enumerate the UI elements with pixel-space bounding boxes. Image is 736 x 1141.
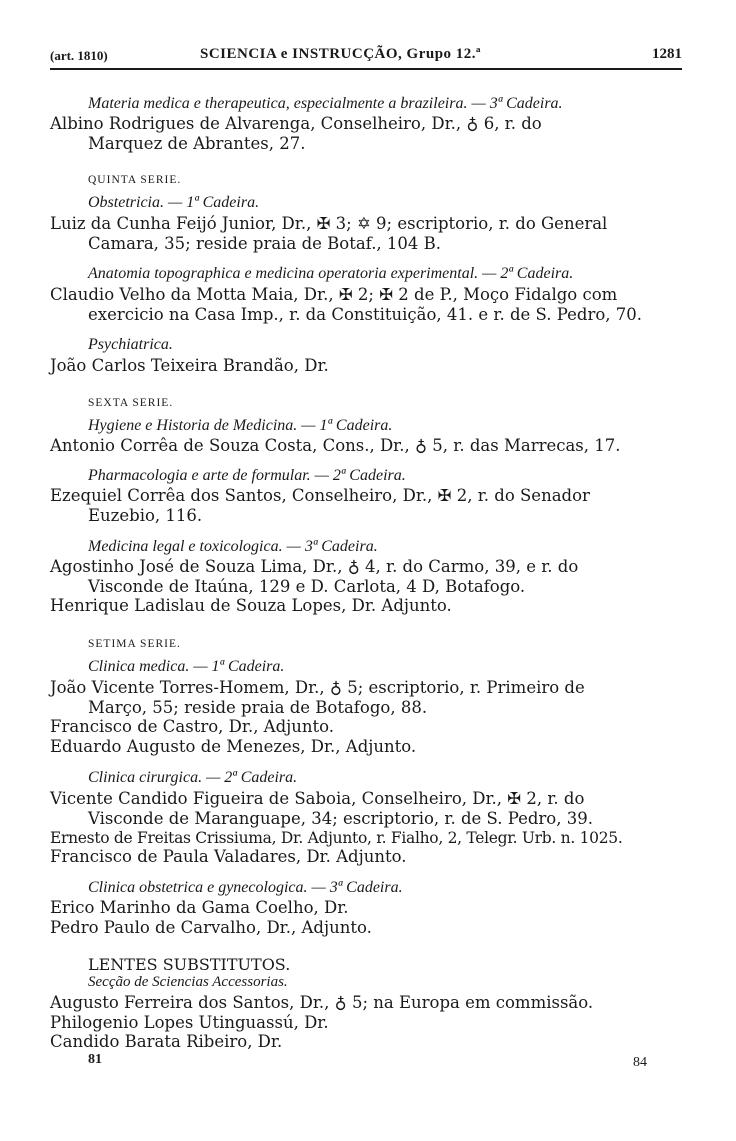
section-heading: QUINTA SERIE.: [88, 174, 182, 186]
section-heading: LENTES SUBSTITUTOS.: [88, 955, 291, 974]
section-heading: SETIMA SERIE.: [88, 638, 181, 650]
entry-line: Março, 55; reside praia de Botafogo, 88.: [88, 698, 428, 717]
entry-line: Marquez de Abrantes, 27.: [88, 134, 306, 153]
header-article-ref: (art. 1810): [50, 48, 108, 63]
chair-heading: Pharmacologia e arte de formular. — 2ª Cadeira.: [88, 467, 406, 484]
chair-heading: Psychiatrica.: [88, 336, 173, 353]
header-title: SCIENCIA e INSTRUCÇÃO, Grupo 12.ª: [200, 46, 482, 62]
entry-line: Henrique Ladislau de Souza Lopes, Dr. Adjunto.: [50, 596, 452, 615]
entry-line: Visconde de Itaúna, 129 e D. Carlota, 4 D, Botafogo.: [88, 577, 526, 596]
entry-line: Pedro Paulo de Carvalho, Dr., Adjunto.: [50, 918, 372, 937]
entry-line: Luiz da Cunha Feijó Junior, Dr., ✠ 3; ✡ 9; escriptorio, r. do General: [50, 214, 608, 233]
chair-heading: Obstetricia. — 1ª Cadeira.: [88, 194, 260, 211]
entry-line: Ezequiel Corrêa dos Santos, Conselheiro, Dr., ✠ 2, r. do Senador: [50, 486, 590, 505]
chair-heading: Hygiene e Historia de Medicina. — 1ª Cadeira.: [88, 417, 393, 434]
entry-line: Philogenio Lopes Utinguassú, Dr.: [50, 1013, 329, 1032]
entry-line: Camara, 35; reside praia de Botaf., 104 B.: [88, 234, 442, 253]
entry-line: Ernesto de Freitas Crissiuma, Dr. Adjunto, r. Fialho, 2, Telegr. Urb. n. 1025.: [50, 829, 623, 847]
entry-line: Claudio Velho da Motta Maia, Dr., ✠ 2; ✠ 2 de P., Moço Fidalgo com: [50, 285, 618, 304]
entry-line: Euzebio, 116.: [88, 506, 203, 525]
footer-signature-right: 84: [633, 1055, 647, 1070]
entry-line: exercicio na Casa Imp., r. da Constituição, 41. e r. de S. Pedro, 70.: [88, 305, 642, 324]
entry-line: João Vicente Torres-Homem, Dr., ♁ 5; escriptorio, r. Primeiro de: [50, 678, 585, 697]
entry-line: Candido Barata Ribeiro, Dr.: [50, 1032, 283, 1051]
entry-line: Francisco de Castro, Dr., Adjunto.: [50, 717, 335, 736]
entry-line: Francisco de Paula Valadares, Dr. Adjunto.: [50, 847, 407, 866]
chair-heading: Clinica medica. — 1ª Cadeira.: [88, 658, 285, 675]
section-heading: SEXTA SERIE.: [88, 397, 174, 409]
entry-line: Antonio Corrêa de Souza Costa, Cons., Dr., ♁ 5, r. das Marrecas, 17.: [50, 436, 621, 455]
entry-line: Visconde de Maranguape, 34; escriptorio, r. de S. Pedro, 39.: [88, 809, 593, 828]
chair-heading: Secção de Sciencias Accessorias.: [88, 974, 288, 990]
chair-heading: Anatomia topographica e medicina operatoria experimental. — 2ª Cadeira.: [88, 265, 574, 282]
chair-heading: Clinica cirurgica. — 2ª Cadeira.: [88, 769, 298, 786]
chair-heading: Materia medica e therapeutica, especialmente a brazileira. — 3ª Cadeira.: [88, 95, 563, 112]
running-header: [50, 46, 682, 70]
entry-line: Albino Rodrigues de Alvarenga, Conselheiro, Dr., ♁ 6, r. do: [50, 114, 542, 133]
entry-line: Vicente Candido Figueira de Saboia, Conselheiro, Dr., ✠ 2, r. do: [50, 789, 585, 808]
entry-line: Agostinho José de Souza Lima, Dr., ♁ 4, r. do Carmo, 39, e r. do: [50, 557, 579, 576]
entry-line: João Carlos Teixeira Brandão, Dr.: [50, 356, 329, 375]
entry-line: Eduardo Augusto de Menezes, Dr., Adjunto.: [50, 737, 417, 756]
entry-line: Augusto Ferreira dos Santos, Dr., ♁ 5; na Europa em commissão.: [50, 993, 594, 1012]
entry-line: Erico Marinho da Gama Coelho, Dr.: [50, 898, 349, 917]
page-number: 1281: [652, 46, 682, 62]
chair-heading: Clinica obstetrica e gynecologica. — 3ª Cadeira.: [88, 879, 403, 896]
chair-heading: Medicina legal e toxicologica. — 3ª Cadeira.: [88, 538, 378, 555]
footer-signature-left: 81: [88, 1052, 102, 1067]
